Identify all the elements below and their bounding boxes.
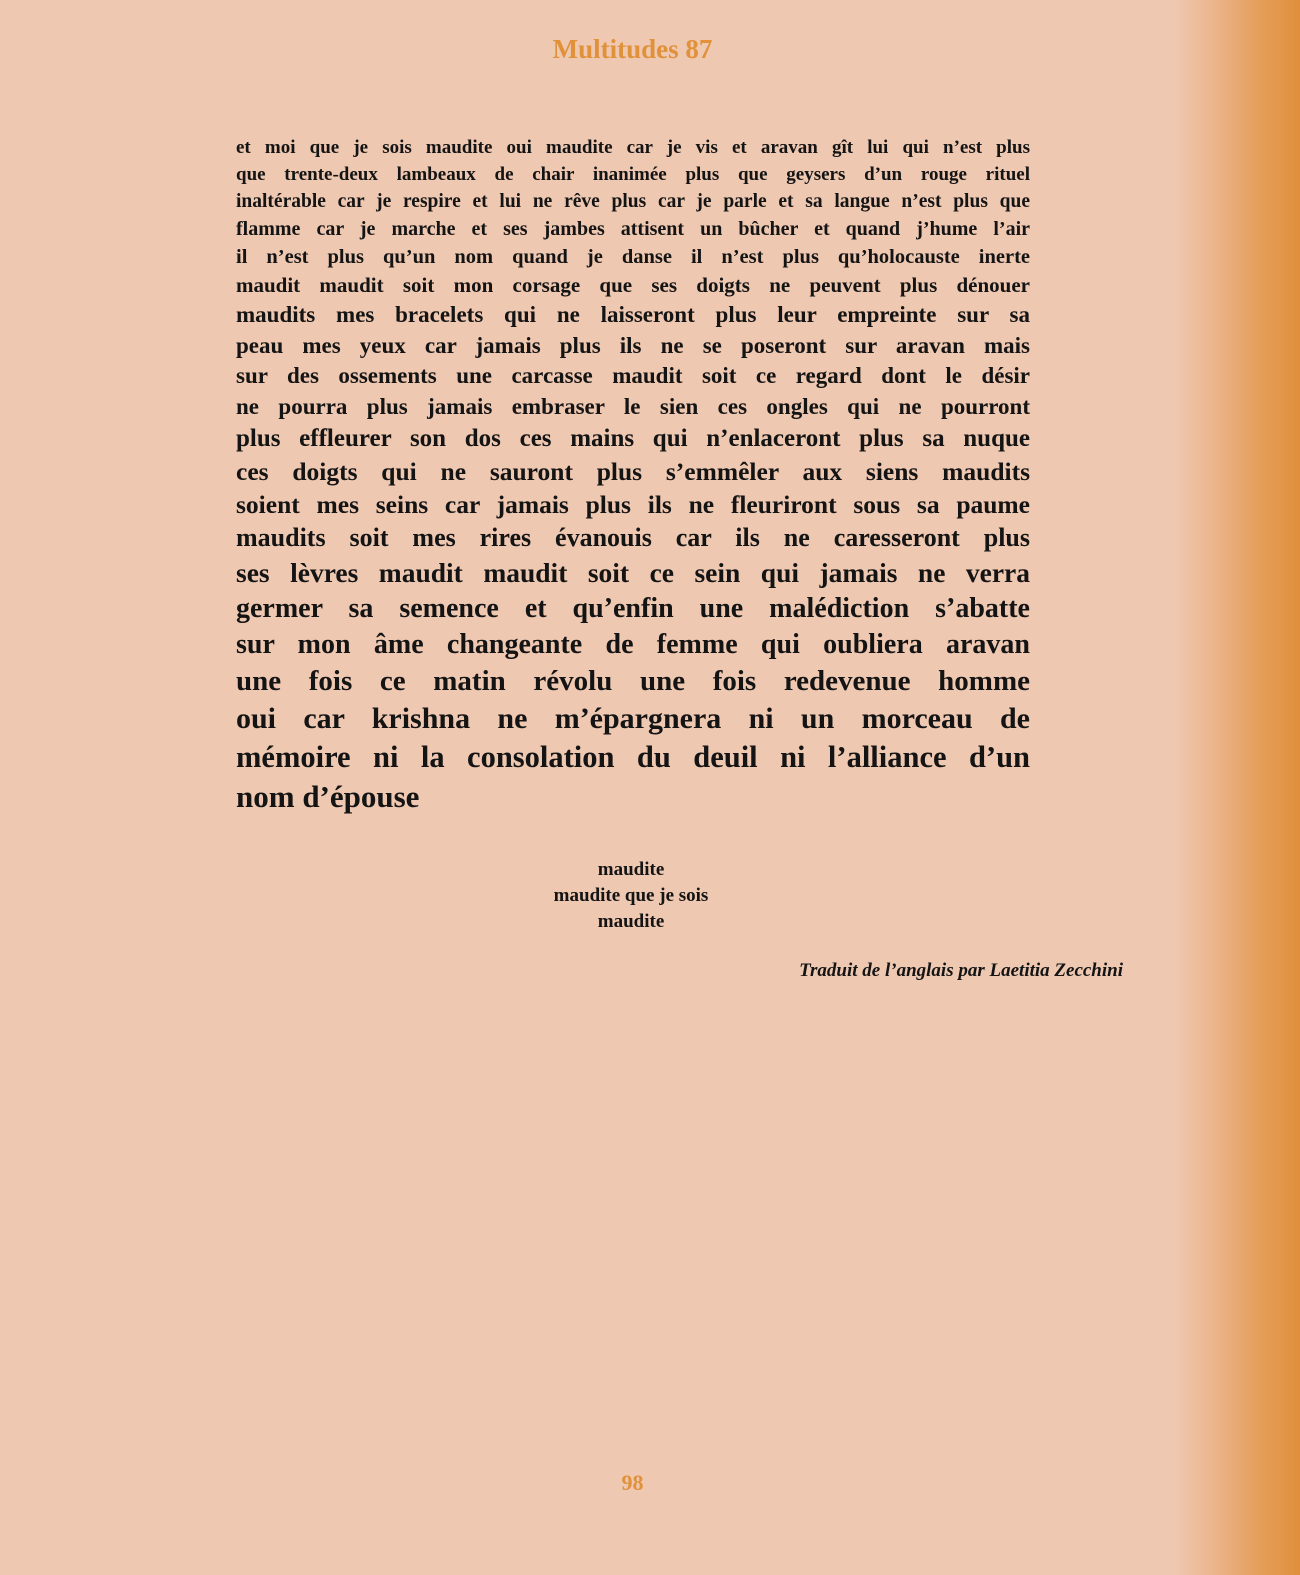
poem-line: oui car krishna ne m’épargnera ni un morceau de: [236, 702, 1030, 735]
poem-line: maudits soit mes rires évanouis car ils ne caresseront plus: [236, 523, 1030, 552]
poem-line: ne pourra plus jamais embraser le sien ces ongles qui ne pourront: [236, 394, 1030, 419]
poem-coda: [480, 857, 782, 935]
poem-line: mémoire ni la consolation du deuil ni l’alliance d’un: [236, 740, 1030, 774]
running-header: Multitudes 87: [552, 34, 713, 64]
poem-line: plus effleurer son dos ces mains qui n’enlaceront plus sa nuque: [236, 425, 1030, 452]
poem-line: maudits mes bracelets qui ne laisseront plus leur empreinte sur sa: [236, 302, 1030, 327]
page-number: 98: [621, 1470, 644, 1495]
poem-line: ses lèvres maudit maudit soit ce sein qui jamais ne verra: [236, 557, 1030, 588]
coda-line: maudite: [597, 859, 665, 880]
poem-line: nom d’épouse: [236, 779, 420, 814]
coda-line: maudite: [597, 911, 665, 932]
poem-body: [236, 134, 1030, 816]
poem-line: inaltérable car je respire et lui ne rêve plus car je parle et sa langue n’est plus que: [236, 191, 1030, 212]
poem-line: ces doigts qui ne sauront plus s’emmêler aux siens maudits: [236, 457, 1030, 486]
poem-line: soient mes seins car jamais plus ils ne fleuriront sous sa paume: [236, 490, 1030, 519]
poem-line: et moi que je sois maudite oui maudite car je vis et aravan gît lui qui n’est plus: [236, 137, 1030, 158]
poem-line: maudit maudit soit mon corsage que ses doigts ne peuvent plus dénouer: [236, 273, 1030, 297]
poem-line: flamme car je marche et ses jambes attisent un bûcher et quand j’hume l’air: [236, 218, 1030, 240]
poem-line: peau mes yeux car jamais plus ils ne se poseront sur aravan mais: [236, 333, 1030, 358]
poem-line: il n’est plus qu’un nom quand je danse il n’est plus qu’holocauste inerte: [236, 246, 1030, 268]
poem-line: germer sa semence et qu’enfin une malédiction s’abatte: [236, 593, 1030, 624]
poem-line: que trente-deux lambeaux de chair inanimée plus que geysers d’un rouge rituel: [236, 164, 1030, 185]
poem-line: sur mon âme changeante de femme qui oubliera aravan: [236, 629, 1030, 660]
translator-credit: Traduit de l’anglais par Laetitia Zecchini: [799, 960, 1123, 981]
coda-line: maudite que je sois: [553, 885, 709, 906]
poem-line: une fois ce matin révolu une fois redevenue homme: [236, 665, 1030, 697]
poem-line: sur des ossements une carcasse maudit soit ce regard dont le désir: [236, 363, 1030, 388]
